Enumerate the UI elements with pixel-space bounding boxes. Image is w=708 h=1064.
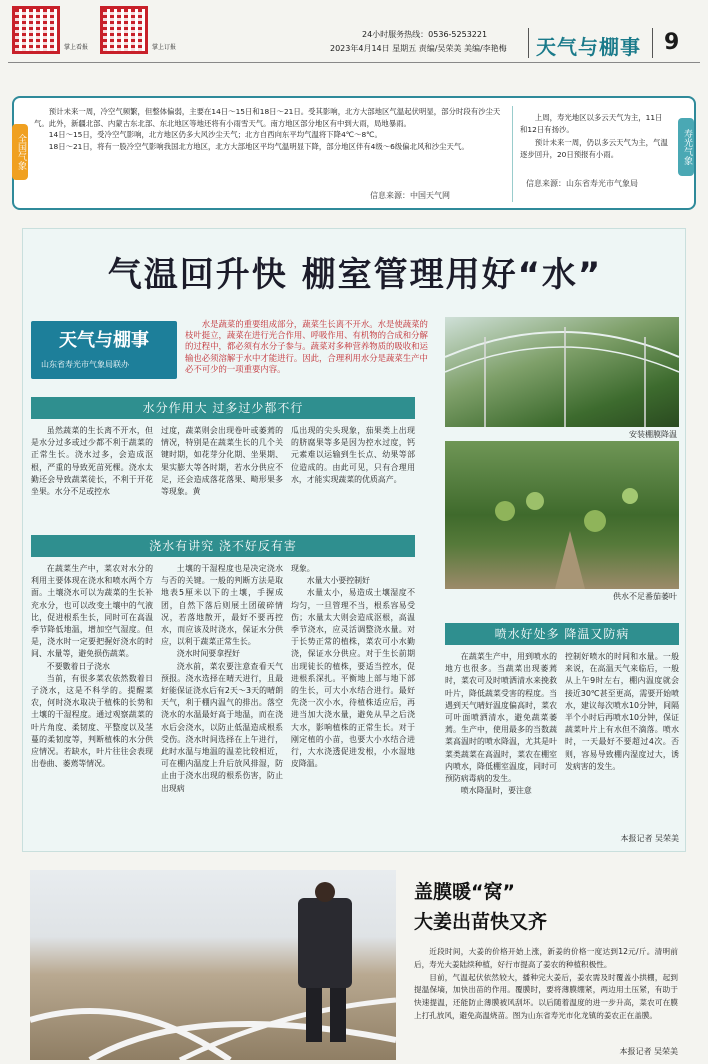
page-number: 9 <box>664 30 680 55</box>
header-divider-2 <box>652 28 653 58</box>
bottom-paragraph: 近段时间，大姜的价格开始上涨，新姜的价格一度达到12元/斤。清明前后，寿光大姜陆续种植，好行市提高了姜农的种植积极性。 <box>414 947 678 969</box>
section-title: 天气与棚事 <box>536 35 641 59</box>
brief-divider <box>512 106 513 202</box>
s2-col3-subhead: 水量大小要控制好 <box>306 576 370 586</box>
photo-ginger-film <box>30 870 396 1060</box>
s2-col2-subhead: 浇水时间要拿捏好 <box>176 649 240 659</box>
s2-col2-para: 土壤的干湿程度也是决定浇水与否的关键。一般的判断方法是取地表5厘米以下的土壤，手握成团，自然下落后则展土团破碎情况，若落地散开，最好不要再控水，而应该及时浇水，保证水分供应，以利于蔬菜正常生长。 <box>161 564 283 647</box>
qr-code-right[interactable] <box>100 6 148 54</box>
section3-col2: 控制好喷水的时间和水量。一般来说，在高温天气来临后，一般从上午9时左右，棚内温度就会接近30℃甚至更高，需要开始喷水，建议每次喷水10分钟，间隔半个小时后再喷水10分钟，保证蔬菜叶片上有水但不滴落。喷水时，一天最好不要超过4次。否则，容易导致棚内湿度过大，诱发病害的发生。 <box>565 652 679 771</box>
s2-col1-para: 当前，有很多菜农依然数着日子浇水，这是不科学的。提醒菜农，何时浇水取决于植株的长势和土壤的干湿程度。通过观察蔬菜的叶片角度、柔韧度、平整度以及茎蔓的柔韧度等，判断植株的水分供应情况。若缺水，叶片往往会表现出卷曲、萎蔫等情况。 <box>31 673 153 769</box>
local-weather-text <box>520 112 668 160</box>
tomato-plants-illustration <box>445 441 679 589</box>
header <box>0 0 708 66</box>
article-intro: 水是蔬菜的重要组成部分，蔬菜生长离不开水。水是使蔬菜的枝叶挺立，蔬菜在进行光合作用、呼吸作用、有机物的合成和分解的过程中，都必须有水分子参与。蔬菜对多种营养物质的吸收和运输也必须溶解于水中才能进行。因此，合理利用水分是蔬菜生产中必不可少的一项重要内容。 <box>185 319 428 374</box>
national-paragraph: 18日～21日，将有一股冷空气影响我国北方地区，北方大部地区平均气温明显下降，部分地区伴有4级～6级偏北风和沙尘天气。 <box>48 141 469 151</box>
date-line: 2023年4月14日 星期五 责编/吴荣美 美编/李艳梅 <box>330 44 507 53</box>
s3-col1-para: 在蔬菜生产中，用到喷水的地方也很多。当蔬菜出现萎蔫时，菜农可及时喷洒清水来挽救叶片，降低蔬菜受害的程度。当遇到天气晴好温度偏高时，菜农可叶面喷洒清水，避免蔬菜萎蔫。生产中，使用最多的当数蔬菜高温时的喷水降温，尤其是叶菜类蔬菜在高温时，菜农在棚室内喷水，降低棚室温度，同时可预防病毒病的发生。 <box>445 652 557 784</box>
local-weather-tab: 寿光气象 <box>678 118 694 176</box>
national-weather-text <box>34 106 504 152</box>
section1-col2: 过度，蔬菜则会出现卷叶或萎蔫的情况，特别是在蔬菜生长的几个关键时期，如花芽分化期、坐果期、果实膨大等各时期，若水分供应不足，还会造成落花落果、畸形果多等现象。黄 <box>161 426 283 497</box>
s2-col3-para: 现象。 <box>291 564 315 573</box>
ginger-field-illustration <box>30 870 396 1060</box>
photo-tomato-wilt <box>445 441 679 589</box>
bottom-byline: 本报记者 吴荣美 <box>619 1047 678 1056</box>
article-byline: 本报记者 吴荣美 <box>620 834 679 843</box>
s3-col1-para-end: 喷水降温时，要注意 <box>460 786 532 796</box>
section2-header: 浇水有讲究 浇不好反有害 <box>31 535 415 557</box>
logo-title: 天气与棚事 <box>59 330 149 351</box>
qr-left-label: 掌上看报 <box>64 44 89 51</box>
qr-code-left[interactable] <box>12 6 60 54</box>
bottom-story <box>30 870 678 1060</box>
bottom-title-line1: 盖膜暖“窝” <box>414 881 515 903</box>
header-rule <box>8 62 700 63</box>
section2-col1 <box>31 563 153 770</box>
section1-header: 水分作用大 过多过少都不行 <box>31 397 415 419</box>
photo-greenhouse-film <box>445 317 679 427</box>
local-paragraph: 上周，寿光地区以多云天气为主，11日和12日有扬沙。 <box>520 113 663 134</box>
header-divider <box>528 28 529 58</box>
s2-col1-para: 在蔬菜生产中，菜农对水分的利用主要体现在浇水和喷水两个方面。土壤浇水可以为蔬菜的生长补充水分，也可以改变土壤中的气液比，促进根系生长，同时可在高温季节降低地温，增加空气湿度。但是，浇水时一定要把握好浇水的时间、水量等，避免损伤蔬菜。 <box>31 564 153 659</box>
photo1-caption: 安装棚膜降温 <box>629 430 677 439</box>
hotline: 24小时服务热线：0536-5253221 <box>362 30 488 39</box>
local-paragraph: 预计未来一周，仍以多云天气为主，气温逐步回升，20日预报有小雨。 <box>520 138 668 159</box>
section1-col1: 虽然蔬菜的生长离不开水，但是水分过多或过少都不利于蔬菜的正常生长。浇水过多，会造成沤根，严重的导致死苗死棵。浇水太勤还会导致蔬菜徒长，不利于开花坐果。水分不足或控水 <box>31 426 153 497</box>
national-paragraph: 预计未来一周，冷空气频繁，但整体偏弱，主要在14日～15日和18日～21日。受其影响，北方大部地区气温起伏明显，部分时段有沙尘天气。此外，新疆北部、内蒙古东北部、东北地区等地还将有小雨雪天气。南方地区部分地区有中到大雨，局地暴雨。 <box>34 107 501 128</box>
qr-right-label: 掌上订报 <box>152 44 177 51</box>
section3-col1 <box>445 651 557 797</box>
photo2-caption: 供水不足番茄萎叶 <box>613 592 677 601</box>
section3-header: 喷水好处多 降温又防病 <box>445 623 679 645</box>
column-logo <box>31 321 177 379</box>
section1-col3: 瓜出现的尖头现象，茄果类上出现的脐腐果等多是因为控水过度，钙元素难以运输到生长点、幼果等部位造成的。由此可见，只有合理用水，才能实现蔬菜的优质高产。 <box>291 426 415 484</box>
s2-col2-para: 浇水前，菜农要注意查看天气预报。浇水选择在晴天进行，且最好能保证浇水后有2天～3天的晴朗天气，利于棚内温气的排出。落空浇水的水温最好高于地温，而在浇水后会浇水，以防止低温造成根系受伤。浇水时间选择在上午进行，此时水温与地温的温差比较相近，可在棚内温度上升后放风排湿，防止由于浇水出现的根系伤害，防止出现病 <box>161 661 283 793</box>
weather-brief <box>12 96 696 210</box>
bottom-paragraph: 目前，气温起伏依然较大，播种完大姜后，姜农需及时覆盖小拱棚，起到提温保墒，加快出苗的作用。覆膜时，要将薄膜绷紧，两边用土压紧，有助于快速提温，还能防止薄膜被风刮坏。以后随着温度的进一步升高，菜农可在膜上打孔放风，避免高温烧苗。图为山东省寿光市化龙镇的姜农正在盖膜。 <box>414 972 678 1020</box>
bottom-body <box>414 946 678 1023</box>
local-source: 信息来源：山东省寿光市气象局 <box>526 179 638 188</box>
bottom-title-line2: 大姜出苗快又齐 <box>414 911 548 933</box>
logo-subtitle: 山东省寿光市气象局联办 <box>41 360 129 369</box>
main-article <box>22 228 686 852</box>
section2-col3 <box>291 563 415 770</box>
article-title: 气温回升快 棚室管理用好“水” <box>107 255 603 295</box>
national-source: 信息来源：中国天气网 <box>370 191 450 200</box>
section2-col2 <box>161 563 283 795</box>
s2-col1-subhead: 不要數着日子浇水 <box>46 661 110 671</box>
s2-col3-para: 水量太小，易造成土壤湿度不均匀，一旦管理不当，根系容易受伤；水量太大则会造成沤根，高温季节浇水，应灵活调整浇水量。对于长势正常的植株，菜农可小水勤浇，保证水分供应。对于生长前期出现徒长的植株，要适当控水，促进根系深扎。平衡地上部与地下部的生长，可大小水结合进行。最好先浇一次小水，待植株适应后，再进当加大浇水量，避免从旱之后浇大水，影响植株的正常生长。对于刚定植的小苗，也要大小水结合进行，大水浇透促进发根，小水湿地皮降温。 <box>291 588 415 769</box>
national-weather-tab: 全国气象 <box>12 124 28 180</box>
greenhouse-illustration <box>445 317 679 427</box>
national-paragraph: 14日～15日，受冷空气影响，北方地区仍多大风沙尘天气；北方自西向东平均气温将下降4℃～8℃。 <box>48 130 382 139</box>
